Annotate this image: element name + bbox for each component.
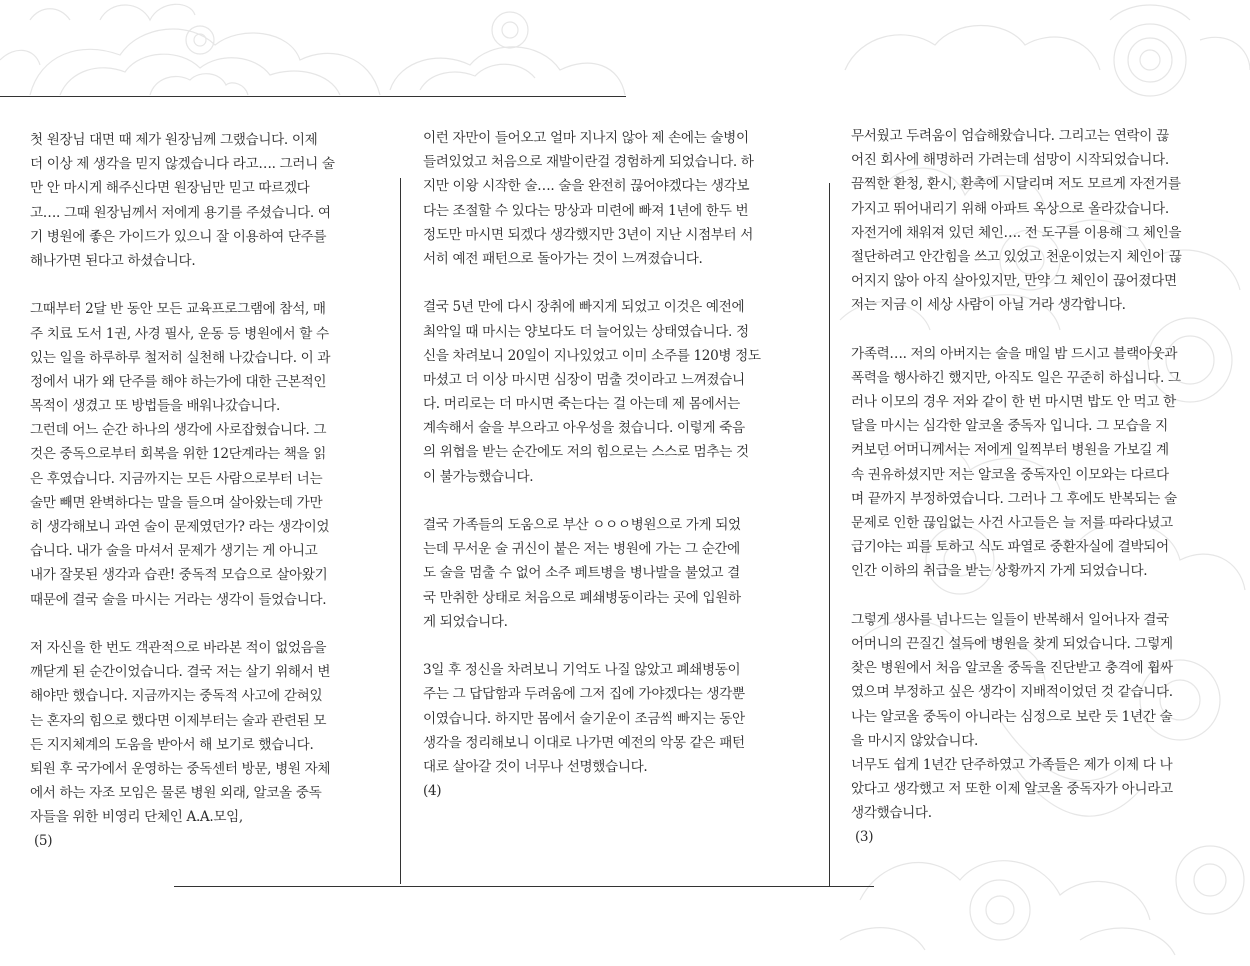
text-line: 있는 일을 하루하루 철저히 실천해 나갔습니다. 이 과 <box>30 349 331 366</box>
text-line: 찾은 병원에서 처음 알코올 중독을 진단받고 충격에 휩싸 <box>851 660 1173 677</box>
text-line: 만 안 마시게 해주신다면 원장님만 믿고 따르겠다 <box>30 180 310 197</box>
text-line: 무서웠고 두려움이 엄습해왔습니다. 그리고는 연락이 끊 <box>851 128 1169 144</box>
text-line: 저는 지금 이 세상 사람이 아닐 거라 생각합니다. <box>851 297 1126 314</box>
text-line: 달을 마시는 심각한 알코올 중독자 입니다. 그 모습을 지 <box>851 418 1168 435</box>
text-line: 였으며 부정하고 싶은 생각이 지배적이었던 것 같습니다. <box>851 684 1173 701</box>
text-line: 도 술을 멈출 수 없어 소주 페트병을 병나발을 불었고 결 <box>423 565 740 582</box>
text-line: 주 치료 도서 1권, 사경 필사, 운동 등 병원에서 할 수 <box>30 325 329 342</box>
text-line: 다. 머리로는 더 마시면 죽는다는 걸 아는데 제 몸에서는 <box>423 396 740 413</box>
text-line: 생각을 정리해보니 이대로 나가면 예전의 악몽 같은 패턴 <box>423 734 745 751</box>
text-line: 결국 가족들의 도움으로 부산 ㅇㅇㅇ병원으로 가게 되었 <box>423 517 741 533</box>
paragraph <box>30 297 335 611</box>
text-line: 며 끝까지 부정하였습니다. 그러나 그 후에도 반복되는 술 <box>851 490 1177 507</box>
text-line: 러나 이모의 경우 저와 같이 한 번 마시면 밥도 안 먹고 한 <box>851 394 1176 411</box>
text-line: 끔찍한 환청, 환시, 환촉에 시달리며 저도 모르게 자전거를 <box>851 176 1181 193</box>
text-line: 가지고 뛰어내리기 위해 아파트 옥상으로 올라갔습니다. <box>851 200 1169 217</box>
text-line: 자전거에 채워져 있던 체인…. 전 도구를 이용해 그 체인을 <box>851 224 1182 241</box>
bottom-rule <box>174 886 874 887</box>
text-line: 저 자신을 한 번도 객관적으로 바라본 적이 없었음을 <box>30 639 327 656</box>
text-line: 때문에 결국 술을 마시는 거라는 생각이 들었습니다. <box>30 591 327 608</box>
paragraph-gap <box>851 584 1182 608</box>
text-line: 그때부터 2달 반 동안 모든 교육프로그램에 참석, 매 <box>30 301 326 318</box>
text-line: 주는 그 답답함과 두려움에 그저 집에 가야겠다는 생각뿐 <box>423 686 745 703</box>
paragraph-gap <box>30 273 335 297</box>
column-divider-left <box>400 178 401 884</box>
paragraph-gap <box>423 634 761 658</box>
text-line: 어지지 않아 아직 살아있지만, 만약 그 체인이 끊어졌다면 <box>851 273 1177 290</box>
text-line: 는데 무서운 술 귀신이 붙은 저는 병원에 가는 그 순간에 <box>423 541 740 558</box>
paragraph <box>423 126 761 271</box>
paragraph-gap <box>851 318 1182 342</box>
text-line: 퇴원 후 국가에서 운영하는 중독센터 방문, 병원 자체 <box>30 760 331 777</box>
text-line: 서히 예전 패턴으로 돌아가는 것이 느껴졌습니다. <box>423 250 703 267</box>
text-line: 이런 자만이 들어오고 얼마 지나지 않아 제 손에는 술병이 <box>423 130 749 146</box>
text-line: 의 위협을 받는 순간에도 저의 힘으로는 스스로 멈추는 것 <box>423 444 749 461</box>
text-line: 내가 잘못된 생각과 습관! 중독적 모습으로 살아왔기 <box>30 567 328 584</box>
paragraph <box>851 342 1182 584</box>
text-line: 것은 중독으로부터 회복을 위한 12단계라는 책을 읽 <box>30 446 327 463</box>
paragraph-gap <box>30 612 335 636</box>
text-line: 술만 빼면 완벽하다는 말을 들으며 살아왔는데 가만 <box>30 494 323 511</box>
paragraph <box>851 608 1182 826</box>
text-line: 고…. 그때 원장님께서 저에게 용기를 주셨습니다. 여 <box>30 204 331 221</box>
text-line: 목적이 생겼고 또 방법들을 배워나갔습니다. <box>30 398 280 415</box>
text-line: 다는 조절할 수 있다는 망상과 미련에 빠져 1년에 한두 번 <box>423 202 749 219</box>
page-4-column <box>423 126 761 803</box>
page-3-column <box>851 124 1182 850</box>
text-line: 신을 차려보니 20일이 지나있었고 이미 소주를 120병 정도 <box>423 347 761 364</box>
text-line: 이였습니다. 하지만 몸에서 술기운이 조금씩 빠지는 동안 <box>423 710 745 727</box>
text-line: 폭력을 행사하긴 했지만, 아직도 일은 꾸준히 하십니다. 그 <box>851 369 1181 386</box>
text-line: 첫 원장님 대면 때 제가 원장님께 그랬습니다. 이제 <box>30 132 318 148</box>
text-line: 기 병원에 좋은 가이드가 있으니 잘 이용하여 단주를 <box>30 228 327 245</box>
paragraph <box>851 124 1182 318</box>
text-line: 을 마시지 않았습니다. <box>851 732 978 749</box>
text-line: 절단하려고 안간힘을 쓰고 있었고 천운이었는지 체인이 끊 <box>851 248 1182 265</box>
top-rule <box>0 96 626 97</box>
paragraph <box>30 636 335 830</box>
text-line: 가족력…. 저의 아버지는 술을 매일 밤 드시고 블랙아웃과 <box>851 345 1178 362</box>
text-line: 그렇게 생사를 넘나드는 일들이 반복해서 일어나자 결국 <box>851 611 1169 628</box>
page-number: (5) <box>30 833 53 850</box>
text-line: 어머니의 끈질긴 설득에 병원을 찾게 되었습니다. 그렇게 <box>851 635 1173 652</box>
text-line: 든 지지체계의 도움을 받아서 해 보기로 했습니다. <box>30 736 314 753</box>
paragraph <box>30 128 335 273</box>
top-left-flower-ornament <box>0 4 625 95</box>
paragraph <box>423 658 761 779</box>
text-line: 속 권유하셨지만 저는 알코올 중독자인 이모와는 다르다 <box>851 466 1169 483</box>
text-line: 이 불가능했습니다. <box>423 468 534 485</box>
page-5-column <box>30 128 335 854</box>
page-number: (3) <box>851 829 874 846</box>
text-line: 자들을 위한 비영리 단체인 A.A.모임, <box>30 809 243 826</box>
text-line: 그런데 어느 순간 하나의 생각에 사로잡혔습니다. 그 <box>30 422 327 439</box>
text-line: 해야만 했습니다. 지금까지는 중독적 사고에 갇혀있 <box>30 688 323 705</box>
text-line: 국 만취한 상태로 처음으로 폐쇄병동이라는 곳에 입원하 <box>423 589 741 606</box>
text-line: 최악일 때 마시는 양보다도 더 늘어있는 상태였습니다. 정 <box>423 323 749 340</box>
text-line: 에서 하는 자조 모임은 물론 병원 외래, 알코올 중독 <box>30 785 322 802</box>
text-line: 문제로 인한 끊임없는 사건 사고들은 늘 저를 따라다녔고 <box>851 515 1173 531</box>
text-line: 급기야는 피를 토하고 식도 파열로 중환자실에 결박되어 <box>851 539 1169 556</box>
text-line: 게 되었습니다. <box>423 613 508 630</box>
text-line: 정도만 마시면 되겠다 생각했지만 3년이 지난 시점부터 서 <box>423 226 754 243</box>
text-line: 나는 알코올 중독이 아니라는 심정으로 보란 듯 1년간 술 <box>851 708 1173 725</box>
paragraph-gap <box>423 489 761 513</box>
paragraph-gap <box>423 271 761 295</box>
text-line: 는 혼자의 힘으로 했다면 이제부터는 술과 관련된 모 <box>30 712 327 729</box>
text-line: 결국 5년 만에 다시 장취에 빠지게 되었고 이것은 예전에 <box>423 299 745 316</box>
text-line: 히 생각해보니 과연 술이 문제였던가? 라는 생각이었 <box>30 519 330 535</box>
text-line: 은 후였습니다. 지금까지는 모든 사람으로부터 너는 <box>30 470 323 487</box>
text-line: 3일 후 정신을 차려보니 기억도 나질 않았고 폐쇄병동이 <box>423 662 741 679</box>
text-line: 대로 살아갈 것이 너무나 선명했습니다. <box>423 758 648 775</box>
text-line: 들려있었고 처음으로 재발이란걸 경험하게 되었습니다. 하 <box>423 154 754 171</box>
text-line: 어진 회사에 해명하러 가려는데 섬망이 시작되었습니다. <box>851 152 1169 169</box>
text-line: 너무도 쉽게 1년간 단주하였고 가족들은 제가 이제 다 나 <box>851 756 1173 773</box>
text-line: 해나가면 된다고 하셨습니다. <box>30 252 196 269</box>
text-line: 정에서 내가 왜 단주를 해야 하는가에 대한 근본적인 <box>30 373 327 390</box>
column-divider-right <box>829 183 830 887</box>
paragraph <box>423 513 761 634</box>
text-line: 인간 이하의 취급을 받는 상황까지 가게 되었습니다. <box>851 563 1148 580</box>
text-line: 았다고 생각했고 저 또한 이제 알코올 중독자가 아니라고 <box>851 781 1173 798</box>
text-line: 계속해서 술을 부으라고 아우성을 쳤습니다. 이렇게 죽음 <box>423 420 745 437</box>
text-line: 깨닫게 된 순간이었습니다. 결국 저는 살기 위해서 변 <box>30 664 331 681</box>
text-line: 지만 이왕 시작한 술…. 술을 완전히 끊어야겠다는 생각보 <box>423 178 750 195</box>
text-line: 습니다. 내가 술을 마셔서 문제가 생기는 게 아니고 <box>30 543 318 560</box>
text-line: 마셨고 더 이상 마시면 심장이 멈출 것이라고 느껴졌습니 <box>423 371 745 388</box>
page-number: (4) <box>423 783 442 800</box>
text-line: 더 이상 제 생각을 믿지 않겠습니다 라고…. 그러니 술 <box>30 156 335 173</box>
text-line: 생각했습니다. <box>851 805 932 822</box>
text-line: 켜보던 어머니께서는 저에게 일찍부터 병원을 가보길 계 <box>851 442 1169 459</box>
paragraph <box>423 295 761 489</box>
